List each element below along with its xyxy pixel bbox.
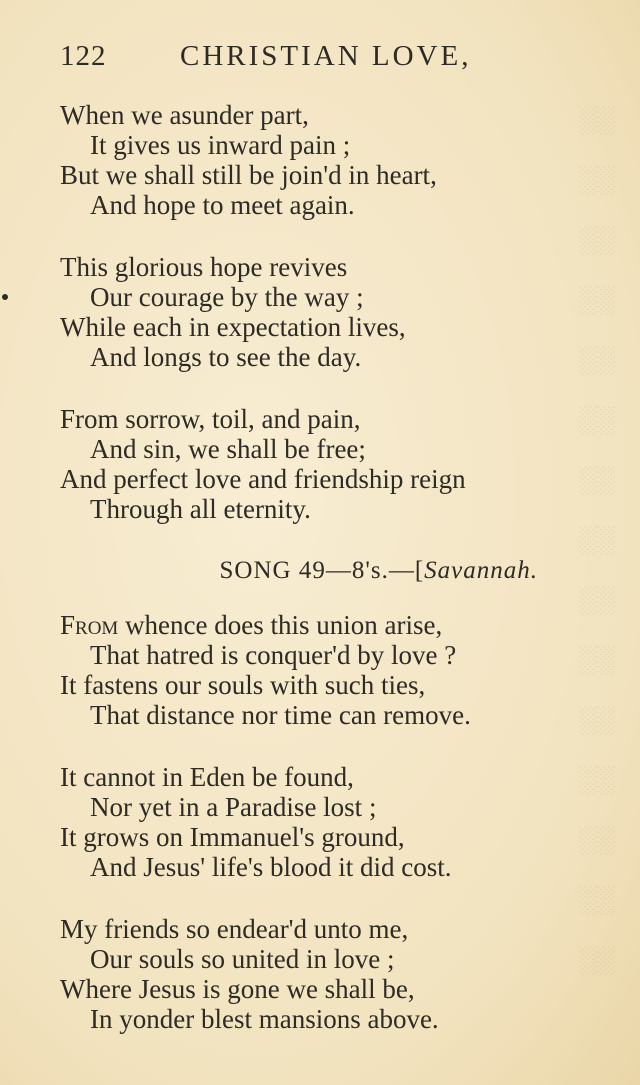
stanza [60, 404, 550, 524]
verse-line: And sin, we shall be free; [90, 434, 366, 464]
tune-name: Savannah. [424, 557, 538, 584]
verse-line: This glorious hope revives [60, 252, 348, 282]
verse-line: But we shall still be join'd in heart, [60, 160, 437, 190]
verse-line: And perfect love and friendship reign [60, 464, 466, 494]
page-header [60, 40, 542, 80]
verse-line: It cannot in Eden be found, [60, 762, 354, 792]
verse-line: Where Jesus is gone we shall be, [60, 974, 415, 1004]
first-word: From [60, 610, 119, 640]
page-body [60, 100, 550, 1066]
bleed-through-text: ░░ ░░ ░░ ░░ ░░ ░░ ░░ ░░ ░░ ░░ ░░ ░░ ░░ ░░ ░░ [578, 105, 615, 974]
verse-line: My friends so endear'd unto me, [60, 914, 409, 944]
verse-line: Through all eternity. [90, 494, 311, 524]
page-number: 122 [60, 40, 107, 72]
running-head: CHRISTIAN LOVE, [180, 40, 472, 72]
first-line-rest: whence does this union arise, [118, 610, 443, 640]
verse-line: That hatred is conquer'd by love ? [90, 640, 457, 670]
verse-line: And longs to see the day. [90, 342, 362, 372]
verse-line: Our courage by the way ; [90, 282, 364, 312]
verse-line: It fastens our souls with such ties, [60, 670, 426, 700]
verse-line: That distance nor time can remove. [90, 700, 471, 730]
verse-line: In yonder blest mansions above. [90, 1004, 439, 1034]
verse-line: When we asunder part, [60, 100, 309, 130]
verse-line: While each in expectation lives, [60, 312, 406, 342]
verse-line: Our souls so united in love ; [90, 944, 395, 974]
stanza [60, 914, 550, 1034]
stanza [60, 252, 550, 372]
verse-line: Nor yet in a Paradise lost ; [90, 792, 377, 822]
verse-line: And hope to meet again. [90, 190, 355, 220]
margin-mark [2, 294, 8, 300]
verse-line: From sorrow, toil, and pain, [60, 404, 361, 434]
song-heading [60, 556, 550, 586]
song-number: SONG 49—8's.—[ [219, 557, 425, 584]
verse-line: And Jesus' life's blood it did cost. [90, 852, 452, 882]
stanza [60, 610, 550, 730]
stanza [60, 762, 550, 882]
verse-line: It gives us inward pain ; [90, 130, 351, 160]
verse-line [60, 610, 550, 640]
verse-line: It grows on Immanuel's ground, [60, 822, 405, 852]
stanza [60, 100, 550, 220]
